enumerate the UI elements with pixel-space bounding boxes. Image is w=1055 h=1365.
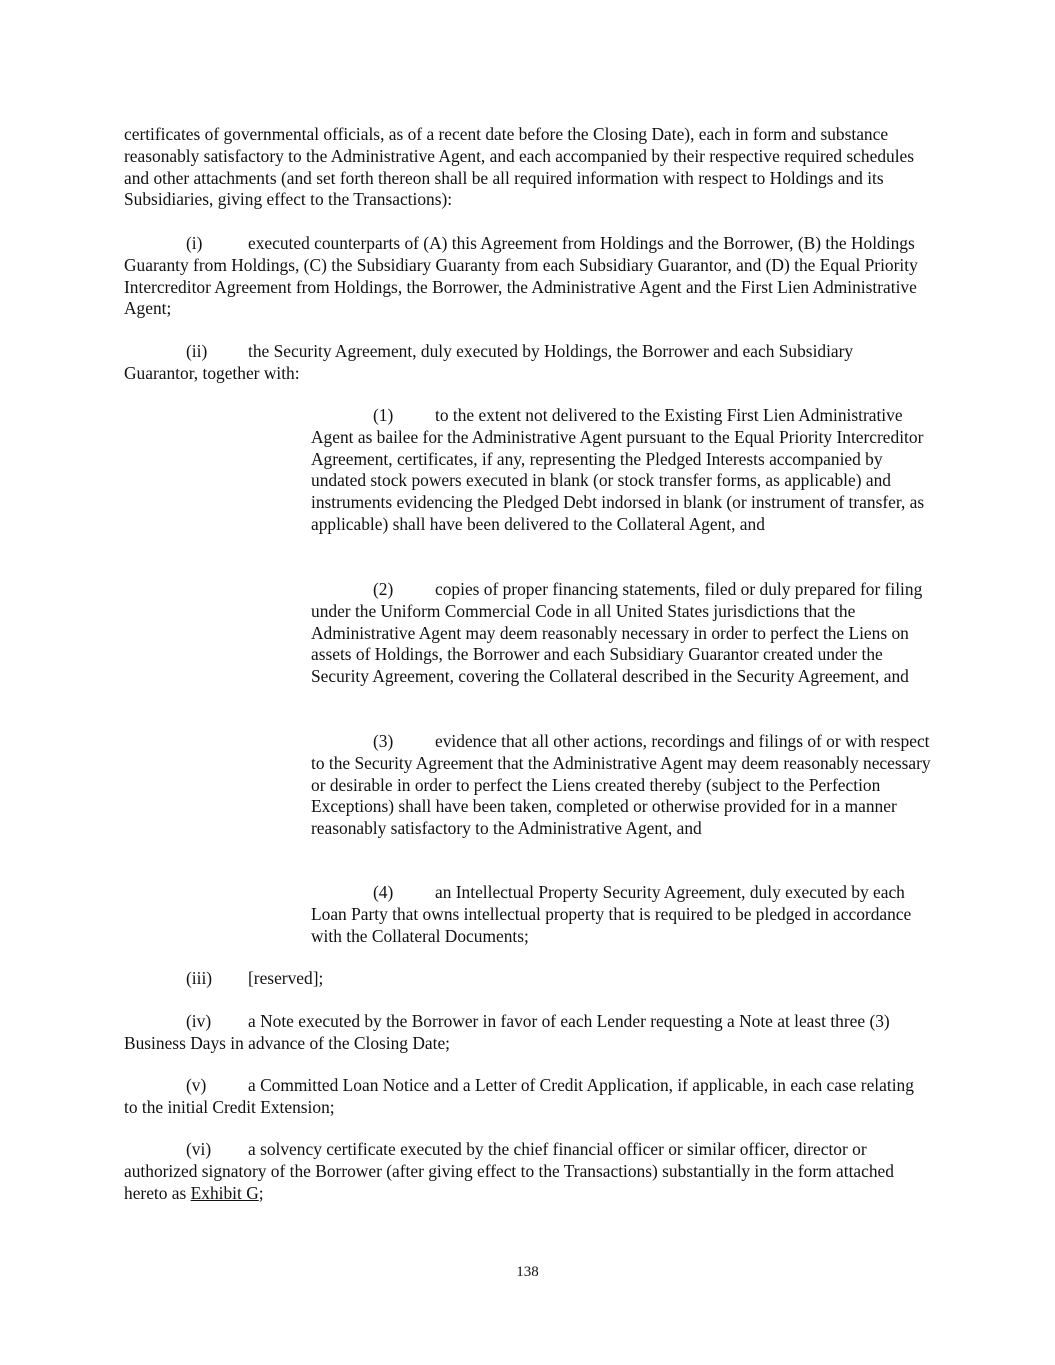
page-number: 138 xyxy=(516,1264,539,1280)
subitem-number: (2) xyxy=(373,579,394,599)
subitem-2 xyxy=(311,579,931,688)
item-iii xyxy=(124,968,924,990)
subitem-text: an Intellectual Property Security Agreement, duly executed by each Loan Party that owns intellectual property that is required to be pledged in accordance with the Collateral Documents; xyxy=(311,882,912,946)
item-text-end: ; xyxy=(258,1182,264,1203)
subitem-1 xyxy=(311,405,931,536)
subitem-4 xyxy=(311,882,931,947)
subitem-number: (4) xyxy=(373,882,394,902)
subitem-text: evidence that all other actions, recordings and filings of or with respect to the Security Agreement that the Administrative Agent may deem reasonably necessary or desirable in order to perfect the Liens created thereby (subject to the Perfection Exceptions) shall have been taken, completed or otherwise provided for in a manner reasonably satisfactory to the Administrative Agent, and xyxy=(311,731,931,839)
subitem-3 xyxy=(311,731,931,840)
item-number: (i) xyxy=(186,233,203,253)
item-text: a Note executed by the Borrower in favor of each Lender requesting a Note at least three (3) Business Days in advance of the Closing Date; xyxy=(124,1011,890,1053)
item-number: (iii) xyxy=(186,968,213,988)
intro-paragraph: certificates of governmental officials, as of a recent date before the Closing Date), each in form and substance reasonably satisfactory to the Administrative Agent, and each accompanied by their respective required schedules and other attachments (and set forth thereon shall be all required information with respect to Holdings and its Subsidiaries, giving effect to the Transactions): xyxy=(124,124,915,210)
subitem-text: to the extent not delivered to the Existing First Lien Administrative Agent as bailee for the Administrative Agent pursuant to the Equal Priority Intercreditor Agreement, certificates, if any, representing the Pledged Interests accompanied by undated stock powers executed in blank (or stock transfer forms, as applicable) and instruments evidencing the Pledged Debt indorsed in blank (or instrument of transfer, as applicable) shall have been delivered to the Collateral Agent, and xyxy=(311,405,925,534)
item-text: the Security Agreement, duly executed by Holdings, the Borrower and each Subsidiary Guarantor, together with: xyxy=(124,341,854,383)
item-v xyxy=(124,1075,924,1119)
item-number: (ii) xyxy=(186,341,208,361)
item-vi xyxy=(124,1139,924,1204)
item-number: (vi) xyxy=(186,1139,212,1159)
exhibit-g-reference: Exhibit G xyxy=(190,1182,259,1203)
subitem-number: (3) xyxy=(373,731,394,751)
item-number: (iv) xyxy=(186,1011,212,1031)
item-text: a Committed Loan Notice and a Letter of Credit Application, if applicable, in each case relating to the initial Credit Extension; xyxy=(124,1075,914,1117)
item-ii xyxy=(124,341,924,385)
item-text: [reserved]; xyxy=(248,968,324,988)
subitem-text: copies of proper financing statements, filed or duly prepared for filing under the Uniform Commercial Code in all United States jurisdictions that the Administrative Agent may deem reasonably necessary in order to perfect the Liens on assets of Holdings, the Borrower and each Subsidiary Guarantor created under the Security Agreement, covering the Collateral described in the Security Agreement, and xyxy=(311,579,923,687)
subitem-number: (1) xyxy=(373,405,394,425)
item-iv xyxy=(124,1011,924,1055)
item-text: a solvency certificate executed by the chief financial officer or similar officer, director or authorized signatory of the Borrower (after giving effect to the Transactions) substantially in the form attached hereto as xyxy=(124,1139,894,1203)
item-i xyxy=(124,233,924,320)
item-number: (v) xyxy=(186,1075,207,1095)
item-text: executed counterparts of (A) this Agreement from Holdings and the Borrower, (B) the Holdings Guaranty from Holdings, (C) the Subsidiary Guaranty from each Subsidiary Guarantor, and (D) the Equal Priority Intercreditor Agreement from Holdings, the Borrower, the Administrative Agent and the First Lien Administrative Agent; xyxy=(124,233,918,319)
